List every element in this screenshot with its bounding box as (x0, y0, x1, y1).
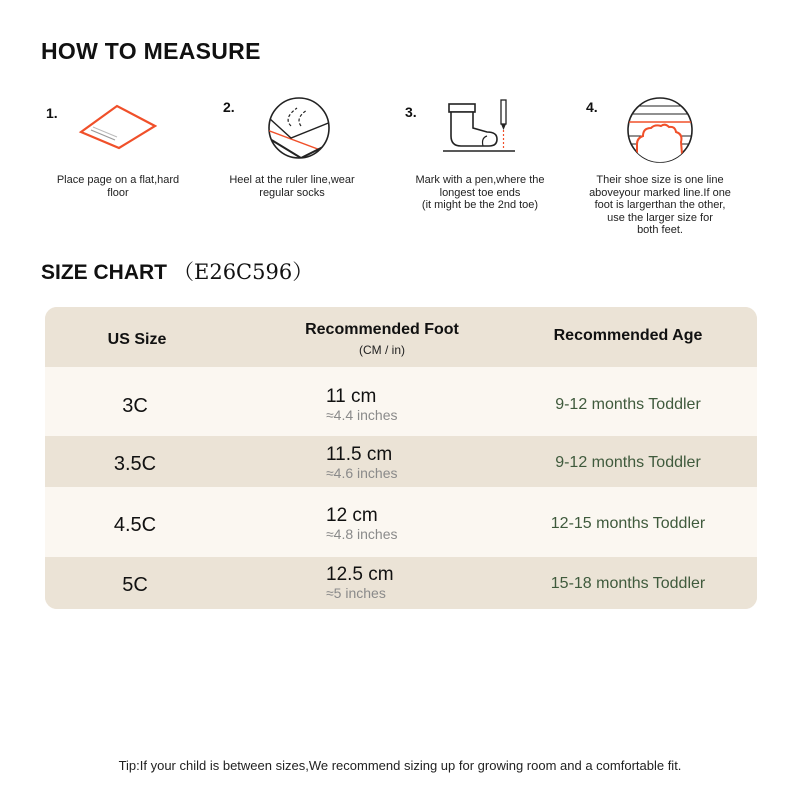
heel-on-ruler-icon (261, 96, 337, 160)
product-code: （E26C596） (173, 260, 314, 284)
us-size-cell: 4.5C (113, 514, 157, 536)
step-number: 2. (223, 99, 235, 115)
table-row (45, 557, 757, 609)
age-cell: 9-12 months Toddler (555, 454, 701, 471)
size-chart-title (41, 256, 313, 286)
foot-cm: 12 cm (326, 505, 378, 526)
header-recommended-age: Recommended Age (553, 327, 703, 344)
size-chart-table (45, 307, 757, 609)
foot-length-cell (326, 565, 394, 601)
table-row (45, 367, 757, 436)
foot-inches: ≈4.4 inches (326, 407, 398, 423)
age-cell: 15-18 months Toddler (550, 575, 706, 592)
header-foot-label: Recommended Foot (305, 321, 459, 338)
age-cell: 9-12 months Toddler (555, 396, 701, 413)
us-size-cell: 3.5C (113, 453, 157, 475)
step-caption: Heel at the ruler line,wear regular socks (229, 174, 355, 199)
size-chart-label: SIZE CHART (41, 261, 167, 284)
how-to-measure-title: HOW TO MEASURE (41, 38, 261, 64)
step-caption: Place page on a flat,hard floor (56, 174, 180, 199)
foot-length-cell (326, 387, 398, 423)
paper-on-floor-icon (77, 100, 157, 156)
us-size-cell: 5C (122, 574, 148, 596)
step-caption: Mark with a pen,where the longest toe ends (it might be the 2nd toe) (415, 174, 545, 211)
foot-cm: 11 cm (326, 386, 377, 407)
step-number: 4. (586, 99, 598, 115)
header-foot-unit: (CM / in) (359, 343, 405, 357)
sock-and-pen-icon (439, 96, 519, 156)
toes-on-lines-icon (625, 96, 695, 166)
header-us-size: US Size (107, 331, 167, 348)
header-recommended-foot (247, 321, 517, 357)
foot-inches: ≈5 inches (326, 585, 386, 601)
sizing-tip: Tip:If your child is between sizes,We recommend sizing up for growing room and a comfortable fit. (118, 758, 682, 773)
table-row (45, 436, 757, 487)
table-row (45, 487, 757, 557)
foot-length-cell (326, 506, 398, 542)
step-caption: Their shoe size is one line aboveyour marked line.If one foot is largerthan the other, use the larger size for both feet. (589, 174, 731, 236)
foot-length-cell (326, 445, 398, 481)
foot-inches: ≈4.6 inches (326, 465, 398, 481)
foot-inches: ≈4.8 inches (326, 526, 398, 542)
foot-cm: 11.5 cm (326, 444, 393, 465)
age-cell: 12-15 months Toddler (550, 515, 706, 532)
us-size-cell: 3C (122, 395, 148, 417)
step-number: 1. (46, 105, 58, 121)
step-number: 3. (405, 104, 417, 120)
table-header (45, 307, 757, 367)
foot-cm: 12.5 cm (326, 564, 394, 585)
